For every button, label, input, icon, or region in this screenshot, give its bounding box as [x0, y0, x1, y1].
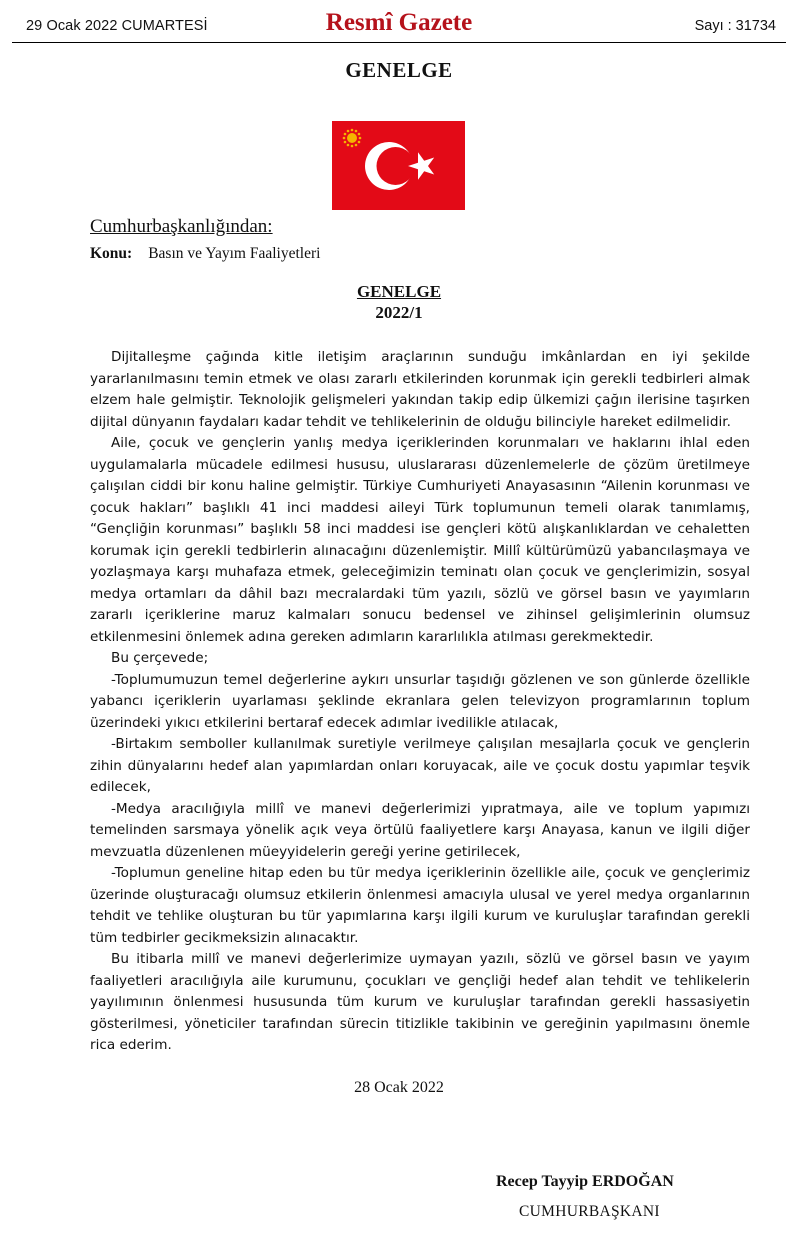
issue-number: Sayı : 31734: [694, 18, 776, 34]
document-body: [90, 347, 750, 1057]
list-item: -Medya aracılığıyla millî ve manevi değerlerimizi yıpratmaya, aile ve toplum yapımızı temelinden sarsmaya yönelik açık veya örtülü faaliyetlere karşı Anayasa, kanun ve ilgili diğer mevzuatla düzenlenen müeyyidelerin gereği yerine getirilecek,: [90, 800, 750, 860]
signer-title: CUMHURBAŞKANI: [519, 1203, 660, 1220]
paragraph: Bu itibarla millî ve manevi değerlerimize uymayan yazılı, sözlü ve görsel basın ve yayım faaliyetleri aracılığıyla aile kurumunu, çocukları ve gençliği hedef alan tehdit ve tehlikelerin yayılımının önlenmesi hususunda tüm kurum ve kuruluşlar tarafından gerekli hassasiyetin gösterilmesi, yöneticiler tarafından sürecin titizlikle takibinin ve gereğinin yapılmasını önemle rica ederim.: [90, 951, 750, 1053]
gazette-header: [12, 8, 786, 43]
paragraph: Bu çerçevede;: [111, 650, 209, 666]
signature-date: 28 Ocak 2022: [354, 1079, 444, 1096]
subject-label: Konu:: [90, 245, 133, 262]
list-item: -Toplumun geneline hitap eden bu tür medya içeriklerinin özellikle aile, çocuk ve gençlerimiz üzerinde oluşturacağı olumsuz etkilerin önlenmesi amacıyla ulusal ve yerel medya organlarının tehdit ve tehlike oluşturan bu tür yapımlarına karşı ilgili kurum ve kuruluşlar tarafından gerekli tüm tedbirler gecikmeksizin alınacaktır.: [90, 865, 750, 946]
gazette-name: Resmî Gazete: [325, 9, 473, 36]
paragraph: Dijitalleşme çağında kitle iletişim araçlarının sunduğu imkânlardan en iyi şekilde yararlanılmasını temin etmek ve olası zararlı etkilerinden korunmak için gerekli tedbirleri almak elzem hale gelmiştir. Teknolojik gelişmeleri yakından takip edip ülkemizi çağın ilerisine taşırken dijital dünyanın faydaları kadar tehdit ve tehlikelerinin de olduğu bilinciyle hareket edilmelidir.: [90, 349, 750, 430]
list-item: -Toplumumuzun temel değerlerine aykırı unsurlar taşıdığı gözlenen ve son günlerde özellikle yabancı içeriklerin uyarlaması şeklinde ekranlara gelen televizyon programlarının toplum üzerindeki yıkıcı etkilerini bertaraf edecek adımlar ivedilikle atılacak,: [90, 671, 750, 731]
paragraph: Aile, çocuk ve gençlerin yanlış medya içeriklerinden korunmaları ve haklarını ihlal eden uygulamalarla mücadele edilmesi hususu, uluslararası düzenlemelerle de çözüm üretilmeye çalışılan ciddi bir konu haline gelmiştir. Türkiye Cumhuriyeti Anayasasının “Ailenin korunması ve çocuk hakları” başlıklı 41 inci maddesi aileyi Türk toplumunun temeli olarak tanımlamış, “Gençliğin korunması” başlıklı 58 inci maddesi ise gençleri kötü alışkanlıklardan ve cehaletten korumak için gerekli tedbirlerin alınacağını düzenlemiştir. Millî kültürümüzü yabancılaşmaya ve yozlaşmaya karşı muhafaza etmek, geleceğimizin teminatı olan çocuk ve gençlerimizin, sosyal medya ortamları da dâhil bazı mecralardaki tüm yazılı, sözlü ve görsel basın ve yayımların zararlı içeriklerine maruz kalmaları sonucu bedensel ve zihinsel gelişimlerinin olumsuz etkilenmesini önlemek adına gereken adımların kararlılıkla atılması gerekmektedir.: [90, 435, 750, 645]
subject-line: [90, 245, 320, 263]
signer-name: Recep Tayyip ERDOĞAN: [496, 1173, 674, 1190]
subject-value: Basın ve Yayım Faaliyetleri: [148, 245, 321, 262]
circular-title: GENELGE: [356, 282, 442, 301]
circular-number: 2022/1: [375, 303, 423, 322]
list-item: -Birtakım semboller kullanılmak suretiyle verilmeye çalışılan mesajlarla çocuk ve gençlerin zihin dünyalarını hedef alan yapımlardan onları koruyacak, aile ve çocuk dostu yapımlar teşvik edilecek,: [90, 736, 750, 795]
turkish-flag-icon: [332, 121, 465, 210]
publication-date: 29 Ocak 2022 CUMARTESİ: [26, 18, 208, 34]
issuer: Cumhurbaşkanlığından:: [90, 216, 273, 237]
document-type: GENELGE: [345, 58, 453, 82]
